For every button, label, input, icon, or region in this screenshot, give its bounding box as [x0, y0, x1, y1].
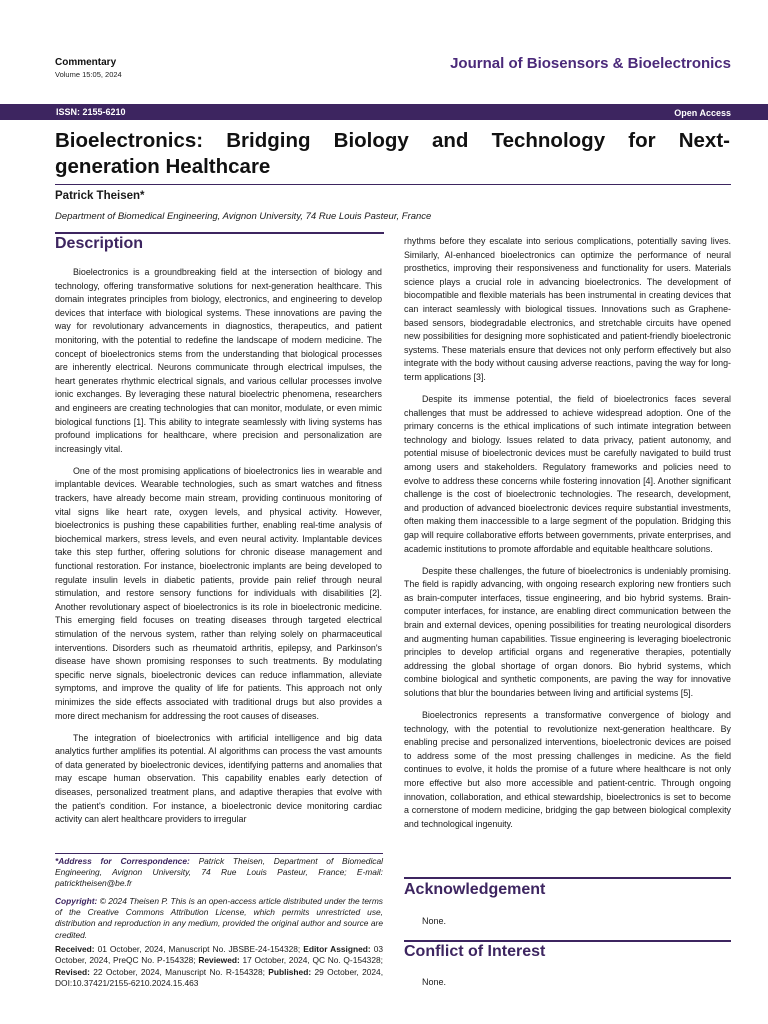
journal-name: Journal of Biosensors & Bioelectronics	[450, 55, 731, 72]
open-access-label: Open Access	[674, 108, 731, 118]
reviewed-date: 17 October, 2024, QC No. Q-154328;	[242, 955, 383, 966]
received-date: 01 October, 2024, Manuscript No. JBSBE-24-154328;	[97, 944, 301, 954]
paragraph: Bioelectronics represents a transformative convergence of biology and technology, with the potential to revolutionize next-generation healthcare. By enabling precise and personalized interventions, bioelectronic devices are poised to address some of the most pressing challenges in medicine. As the field continues to evolve, it holds the promise of a future where healthcare is not only more effective but also more accessible and patient-centric. Through ongoing innovation, collaboration, and ethical stewardship, bioelectronics is set to become a cornerstone of modern medicine, bridging the gap between biological complexity and technological ingenuity.	[404, 710, 731, 829]
description-divider	[55, 232, 384, 234]
paragraph: Bioelectronics is a groundbreaking field at the intersection of biology and technology, offering transformative solutions for next-generation healthcare. This domain integrates principles from biology, electronics, and engineering to develop devices that interface with biological systems. These innovations are paving the way for revolutionary advancements in diagnostics, therapeutics, and patient monitoring, with the potential to redefine the landscape of modern medicine. The concept of bioelectronics stems from the understanding that biological processes are inherently electrical. Neurons communicate through electrical impulses, the heart generates rhythmic electrical signals, and various cellular processes involve ionic exchanges. By leveraging these natural bioelectric phenomena, researchers and engineers are creating technologies that can monitor, modulate, or even mimic biological functions [1]. This ability to integrate seamlessly with living systems has profound implications for healthcare, where precision and personalization are increasingly vital.	[55, 267, 382, 454]
article-type: Commentary	[55, 57, 117, 68]
conflict-text: None.	[422, 977, 447, 987]
published-date: 29 October, 2024, DOI:10.37421/2155-6210.2024.15.463	[55, 966, 384, 989]
revised-date: 22 October, 2024, Manuscript No. R-154328;	[93, 966, 265, 977]
issn-band	[0, 104, 768, 120]
copyright-text: © 2024 Theisen P. This is an open-access article distributed under the terms of the Creative Commons Attribution License, which permits unrestricted use, distribution and reproduction in any medium, provided the original author and source are credited.	[55, 896, 383, 940]
issn: ISSN: 2155-6210	[56, 107, 126, 117]
paragraph: The integration of bioelectronics with artificial intelligence and big data analytics further amplifies its potential. AI algorithms can process the vast amounts of data generated by bioelectronic devices, identifying patterns and anomalies that may escape human observation. This capability enables early detection of diseases, personalized treatment plans, and adaptive therapies that evolve with the patient's condition. For instance, a bioelectronic device monitoring cardiac activity can alert healthcare providers to irregular	[55, 732, 382, 825]
article-dates	[55, 944, 383, 990]
left-column	[55, 266, 382, 835]
paragraph: Despite these challenges, the future of bioelectronics is undeniably promising. The field is rapidly advancing, with ongoing research exploring new frontiers such as brain-computer interfaces, tissue engineering, and bio hybrid systems. Brain-computer interfaces, for instance, are enabling direct communication between the brain and external devices, opening possibilities for treating neurological disorders and augmenting human capabilities. Tissue engineering is leveraging bioelectronic principles to develop artificial organs and regenerative therapies, potentially addressing the global shortage of organ donors. Bio hybrid systems, which combine biological and synthetic components, are paving the way for innovative solutions that blur the boundaries between living and artificial systems [5].	[404, 565, 731, 698]
copyright-note	[55, 896, 383, 941]
affiliation: Department of Biomedical Engineering, Avignon University, 74 Rue Louis Pasteur, France	[55, 211, 432, 222]
paragraph: One of the most promising applications of bioelectronics lies in wearable and implantable devices. Wearable technologies, such as smart watches and fitness trackers, have already become main stream, providing continuous monitoring of vital signs like heart rate, oxygen levels, and physical activity. However, bioelectronics is pushing these capabilities further, enabling real-time analysis of biochemical markers, stress levels, and even neural activity. Implantable devices take this step further, offering solutions for chronic disease management and functional restoration. For instance, bioelectronic implants are being developed to regulate insulin levels in diabetic patients, provide pain relief through neural stimulation, and restore sensory functions for individuals with disabilities [2]. Another revolutionary aspect of bioelectronics is its role in bioelectronic medicine. This emerging field focuses on treating diseases through targeted electrical stimulation of the nervous system, rather than relying solely on pharmaceutical interventions. Disorders such as rheumatoid arthritis, epilepsy, and Parkinson's disease have shown promising responses to such treatments. By modulating specific nerve signals, bioelectronic devices can reduce inflammation, alleviate symptoms, and improve the quality of life for patients. This approach not only minimizes the side effects associated with traditional drugs but also provides a more direct mechanism for addressing the root causes of diseases.	[55, 465, 382, 721]
acknowledgement-heading: Acknowledgement	[404, 881, 546, 898]
description-heading: Description	[55, 235, 144, 252]
title-divider	[55, 184, 731, 185]
copyright-label: Copyright:	[55, 896, 98, 906]
correspondence-text: Patrick Theisen, Department of Biomedical Engineering, Avignon University, 74 Rue Louis Pasteur, France; E-mail: patricktheisen@be.fr	[55, 856, 384, 889]
acknowledgement-text: None.	[422, 916, 447, 926]
article-title: Bioelectronics: Bridging Biology and Technology for Next-generation Healthcare	[55, 129, 730, 178]
conflict-divider	[404, 940, 731, 942]
correspondence-note	[55, 856, 383, 890]
paragraph: rhythms before they escalate into serious complications, potentially saving lives. Similarly, AI-enhanced bioelectronics can optimize the performance of neural prosthetics, improving their responsiveness and functionality for users. Materials science plays a crucial role in advancing bioelectronics. The development of biocompatible and flexible materials has been instrumental in creating devices that can interact seamlessly with biological tissues. Innovations such as Graphene-based sensors, biodegradable electronics, and stretchable circuits have opened new possibilities for designing more sophisticated and patient-friendly bioelectronic systems. These materials ensure that devices not only perform effectively but also integrate with the body without causing adverse reactions, paving the way for long-term applications [3].	[404, 236, 731, 382]
received-label: Received:	[55, 944, 95, 954]
editor-date: 03 October, 2024, PreQC No. P-154328;	[55, 944, 384, 966]
paragraph: Despite its immense potential, the field of bioelectronics faces several challenges that must be addressed to achieve widespread adoption. One of the primary concerns is the ethical implications of such intimate integration between technology and biology. Issues related to data privacy, patient autonomy, and potential misuse of bioelectronic devices must be carefully navigated to build trust among users and stakeholders. Regulatory frameworks and policies need to evolve to address these concerns while fostering innovation [4]. Another significant challenge is the cost of bioelectronic technologies. The research, development, and production of advanced bioelectronic devices require substantial investments, often making them inaccessible to a large segment of the population. Bridging this gap will require collaborative efforts between governments, private enterprises, and academic institutions to promote affordable and equitable healthcare solutions.	[404, 394, 731, 554]
volume-info: Volume 15:05, 2024	[55, 70, 122, 79]
right-column	[404, 235, 731, 840]
reviewed-label: Reviewed:	[198, 955, 240, 966]
conflict-heading: Conflict of Interest	[404, 943, 546, 960]
published-label: Published:	[268, 966, 312, 977]
footnote-divider	[55, 853, 383, 854]
acknowledgement-divider	[404, 877, 731, 879]
header-meta	[55, 57, 122, 79]
revised-label: Revised:	[55, 966, 90, 977]
correspondence-label: *Address for Correspondence:	[55, 856, 190, 866]
editor-label: Editor Assigned:	[303, 944, 371, 954]
author-name: Patrick Theisen*	[55, 190, 145, 202]
